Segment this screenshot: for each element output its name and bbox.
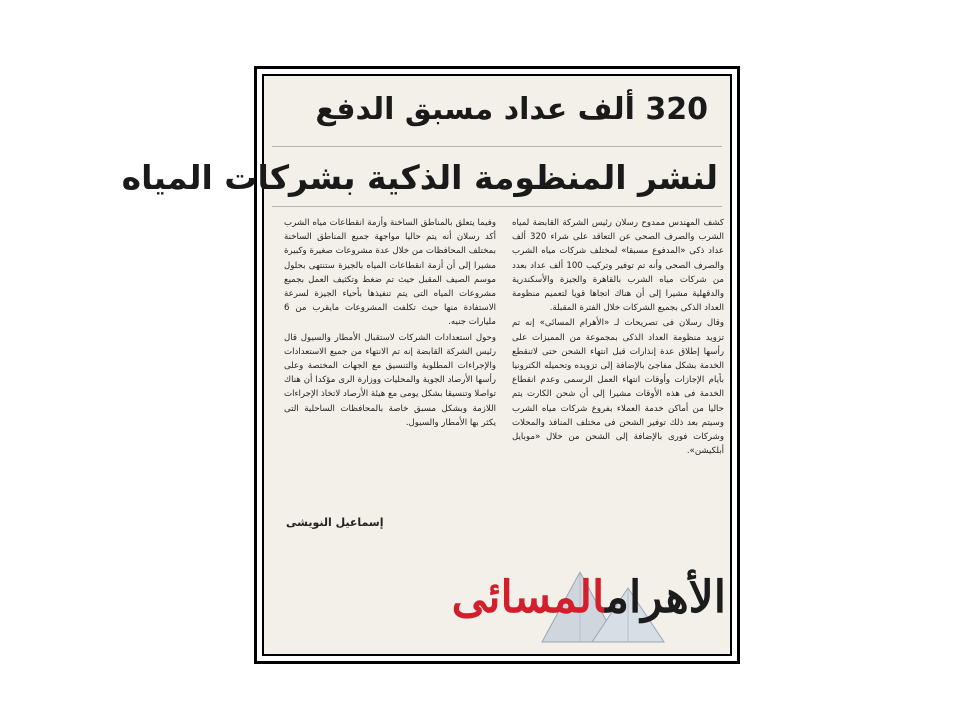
headline-line-1: 320 ألف عداد مسبق الدفع — [315, 92, 708, 127]
article-column-right — [512, 216, 724, 458]
logo-wordmark — [452, 568, 726, 628]
paragraph: كشف المهندس ممدوح رسلان رئيس الشركة القابضة لمياه الشرب والصرف الصحى عن التعاقد على شراء 320 ألف عداد ذكى «المدفوع مسبقا» لمختلف شركات مياه الشرب والصرف الصحى وأنه تم توفير وتركيب 100 ألف عداد بعدد من شركات مياه الشرب بالقاهرة والجيزة والأسكندرية والدقهلية مشيرا إلى أن هناك اتجاها قويا لتعميم منظومة العداد الذكى بجميع الشركات خلال الفترة المقبلة. — [512, 218, 725, 314]
byline: إسماعيل النويشى — [286, 516, 384, 529]
newspaper-logo — [451, 552, 732, 652]
paragraph: وحول استعدادات الشركات لاستقبال الأمطار والسيول قال رئيس الشركة القابضة إنه تم الانتهاء من جميع الاستعدادات والإجراءات المطلوبة والتنسيق مع الجهات المختصة وعلى رأسها الأرصاد الجوية والمحليات ووزارة الرى مؤكدا أن هناك تواصلا وتنسيقا بشكل يومى مع هيئة الأرصاد لاتخاذ الإجراءات اللازمة وبشكل مسبق خاصة بالمحافظات الساحلية التى يكثر بها الأمطار والسيول. — [284, 332, 496, 428]
clipping-frame — [121, 66, 740, 664]
column-divider-top — [272, 206, 722, 207]
article-column-left — [284, 216, 496, 430]
logo-part-1: الأهرام — [605, 572, 726, 623]
headline-line-2: لنشر المنظومة الذكية بشركات المياه — [121, 158, 718, 197]
paragraph: وقال رسلان فى تصريحات لـ «الأهرام المسائى» إنه تم تزويد منظومة العداد الذكى بمجموعة من المميزات على رأسها إطلاق عدة إنذارات قبل انتهاء الشحن حتى لاتنقطع الخدمة بشكل مفاجئ بالإضافة إلى تزويده وتحميله الكترونيا بأيام الإجازات وأوقات انتهاء العمل الرسمى وعدم انقطاع الخدمة فى هذه الأوقات مشيرا إلى أن شحن الكارت يتم حاليا من أماكن خدمة العملاء بفروع شركات مياه الشرب وسيتم بعد ذلك توفير الشحن فى مختلف المنافذ والمحلات وشركات فورى بالإضافة إلى الشحن من خلال «موبايل أبلكيشن». — [512, 318, 724, 457]
newspaper-clipping — [121, 74, 732, 656]
logo-part-2: المسائى — [451, 572, 606, 623]
paragraph: وفيما يتعلق بالمناطق الساخنة وأزمة انقطاعات مياه الشرب أكد رسلان أنه يتم حاليا مواجهة جميع المناطق الساخنة بمختلف المحافظات من خلال عدة مشروعات صغيرة وكبيرة مشيرا إلى أن أزمة انقطاعات المياه بالجيزة ستنتهى بحلول موسم الصيف المقبل حيث تم ضغط وتكثيف العمل بجميع مشروعات المياه التى يتم تنفيذها بأحياء الجيزة لسرعة الاستفادة منها حيث تكلفت المشروعات مايقرب من 6 مليارات جنيه. — [284, 218, 496, 328]
headline-divider — [272, 146, 722, 147]
